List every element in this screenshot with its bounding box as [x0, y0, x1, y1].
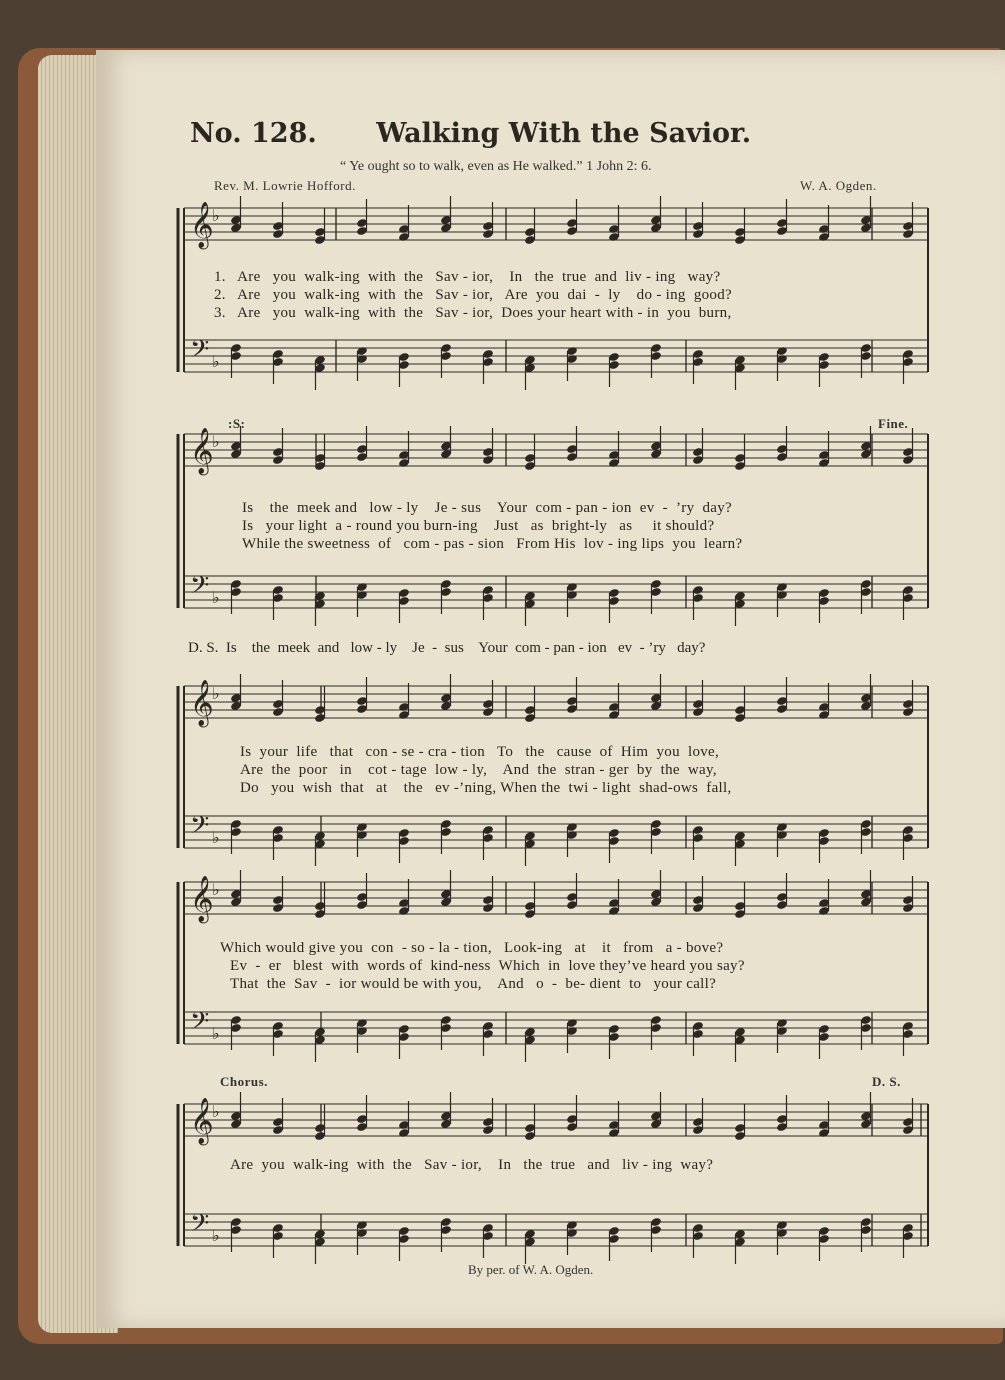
notes	[230, 674, 914, 723]
scripture-verse: “ Ye ought so to walk, even as He walked.” 1 John 2: 6.	[340, 159, 652, 174]
lyric-line: Are the poor in cot - tage low - ly, And the stran - ger by the way,	[240, 762, 717, 778]
author: Rev. M. Lowrie Hofford.	[214, 178, 356, 193]
lyric-line: Which would give you con - so - la - tion, Look-ing at it from a - bove?	[220, 940, 724, 956]
notes	[230, 819, 914, 866]
bass-clef-icon: 𝄢	[190, 1007, 210, 1042]
flat-icon: ♭	[212, 588, 220, 607]
bass-clef-icon: 𝄢	[190, 571, 210, 606]
notes	[230, 343, 914, 390]
flat-icon: ♭	[212, 1102, 220, 1121]
notes	[230, 1217, 914, 1264]
segno-mark: :S:	[228, 416, 246, 431]
notes	[230, 196, 914, 245]
treble-clef-icon: 𝄞	[190, 876, 214, 922]
flat-icon: ♭	[212, 828, 220, 847]
ds-mark: D. S.	[872, 1074, 901, 1089]
bass-clef-icon: 𝄢	[190, 1209, 210, 1244]
ds-lyric-line: D. S. Is the meek and low - ly Je - sus Your com - pan - ion ev - ’ry day?	[188, 640, 706, 656]
hymn-title: Walking With the Savior.	[376, 118, 752, 149]
bass-staff	[184, 811, 928, 866]
lyric-line: 1. Are you walk-ing with the Sav - ior, In the true and liv - ing way?	[214, 269, 721, 285]
lyric-line: Is the meek and low - ly Je - sus Your com - pan - ion ev - ’ry day?	[242, 500, 732, 516]
treble-staff	[184, 674, 928, 728]
bass-clef-icon: 𝄢	[190, 335, 210, 370]
flat-icon: ♭	[212, 684, 220, 703]
notes	[230, 1092, 914, 1141]
flat-icon: ♭	[212, 206, 220, 225]
bass-staff	[184, 571, 928, 626]
lyric-line: 3. Are you walk-ing with the Sav - ior, Does your heart with - in you burn,	[214, 305, 732, 321]
lyric-line: Are you walk-ing with the Sav - ior, In the true and liv - ing way?	[230, 1157, 714, 1173]
flat-icon: ♭	[212, 432, 220, 451]
treble-staff	[184, 196, 928, 250]
flat-icon: ♭	[212, 880, 220, 899]
lyric-line: Do you wish that at the ev -’ning, When the twi - light shad-ows fall,	[240, 780, 732, 796]
treble-staff	[184, 426, 928, 476]
composer: W. A. Ogden.	[800, 178, 877, 193]
staff-system-chorus	[176, 1086, 936, 1266]
treble-staff	[184, 1092, 928, 1146]
treble-clef-icon: 𝄞	[190, 202, 214, 248]
footer-credit: By per. of W. A. Ogden.	[468, 1262, 594, 1277]
bass-staff	[184, 1007, 928, 1062]
fine-mark: Fine.	[878, 416, 909, 431]
notes	[230, 1015, 914, 1062]
hymn-number: No. 128.	[190, 118, 317, 149]
lyric-line: Is your life that con - se - cra - tion To the cause of Him you love,	[240, 744, 720, 760]
lyric-line: While the sweetness of com - pas - sion From His lov - ing lips you learn?	[242, 536, 743, 552]
flat-icon: ♭	[212, 1226, 220, 1245]
bass-staff	[184, 1209, 928, 1264]
flat-icon: ♭	[212, 352, 220, 371]
hymn-heading	[190, 118, 890, 149]
flat-icon: ♭	[212, 1024, 220, 1043]
lyric-line: 2. Are you walk-ing with the Sav - ior, Are you dai - ly do - ing good?	[214, 287, 732, 303]
bass-clef-icon: 𝄢	[190, 811, 210, 846]
treble-clef-icon: 𝄞	[190, 428, 214, 474]
treble-clef-icon: 𝄞	[190, 680, 214, 726]
lyric-line: Is your light a - round you burn-ing Just as bright-ly as it should?	[242, 518, 715, 534]
lyric-line: Ev - er blest with words of kind-ness Which in love they’ve heard you say?	[230, 958, 745, 974]
notes	[230, 426, 914, 471]
treble-clef-icon: 𝄞	[190, 1098, 214, 1144]
chorus-mark: Chorus.	[220, 1074, 268, 1089]
notes	[230, 870, 914, 919]
bass-staff	[184, 335, 928, 390]
notes	[230, 579, 914, 626]
treble-staff	[184, 870, 928, 924]
lyric-line: That the Sav - ior would be with you, And o - be- dient to your call?	[230, 976, 717, 992]
